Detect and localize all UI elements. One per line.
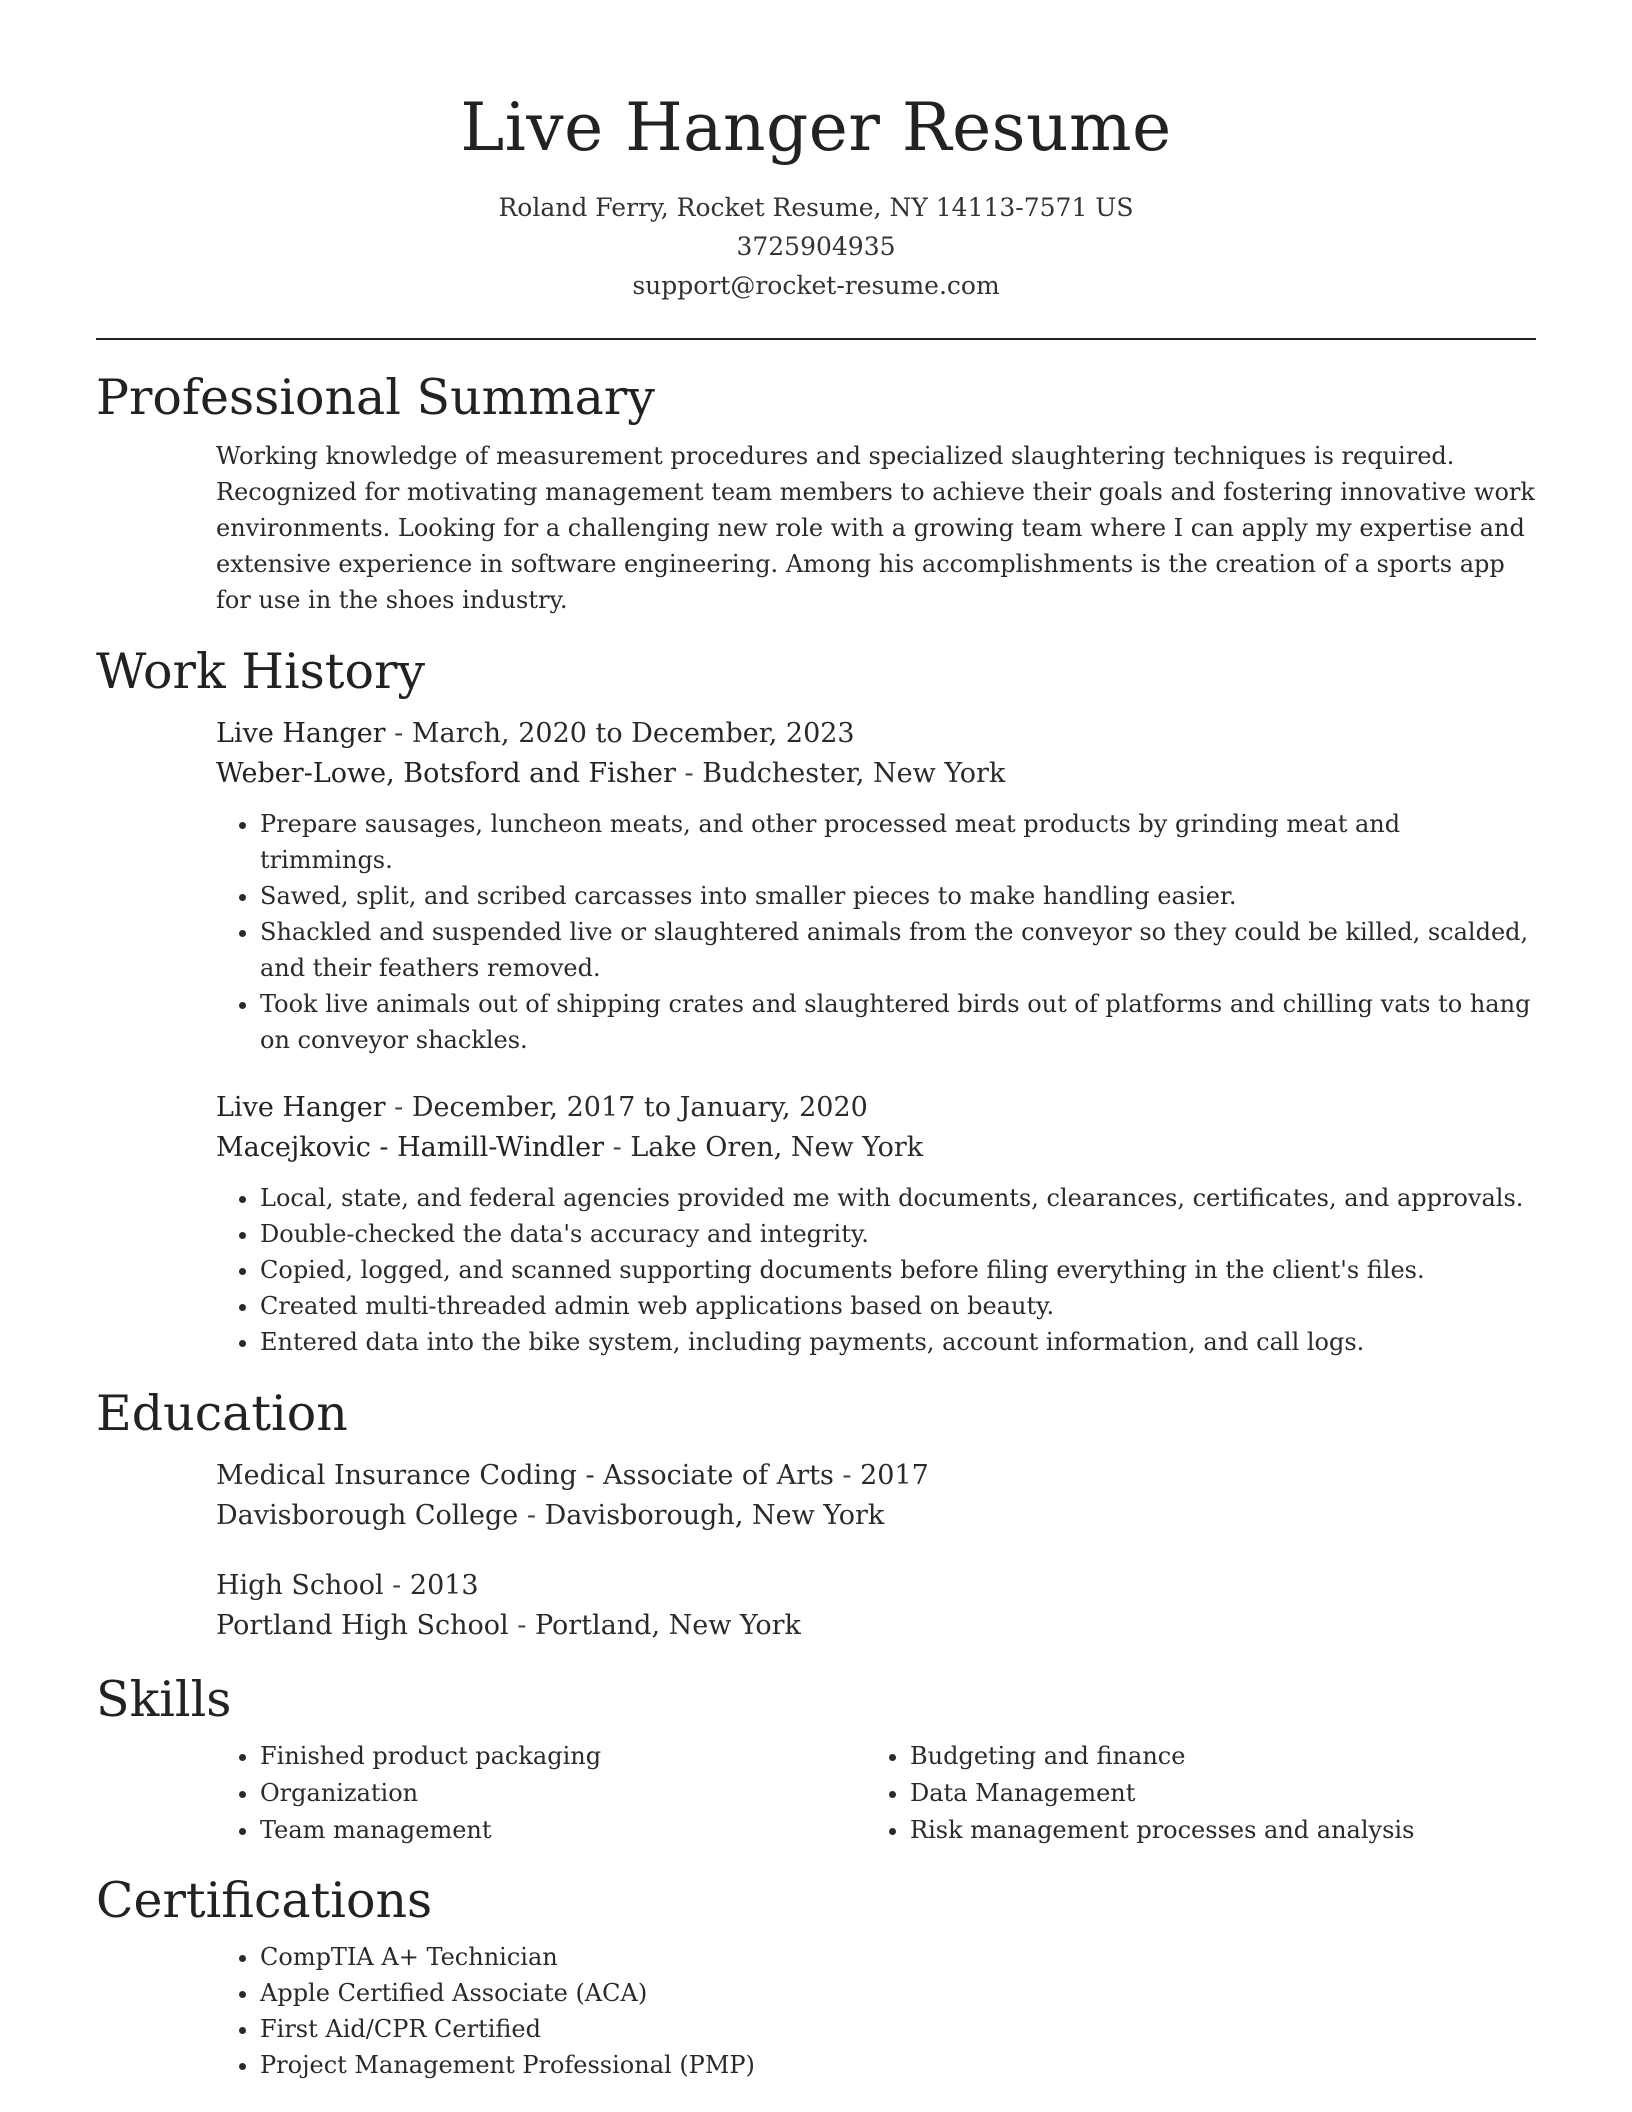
contact-address: Roland Ferry, Rocket Resume, NY 14113-7571 US	[498, 193, 1134, 222]
list-item: • Team management	[260, 1812, 866, 1849]
separator: -	[518, 1500, 545, 1531]
skills-column-1	[216, 1738, 866, 1849]
graduation-year: 2017	[860, 1460, 929, 1491]
section-title-education: Education	[96, 1385, 348, 1442]
list-item: • CompTIA A+ Technician	[260, 1939, 1536, 1975]
section-title-certifications: Certifications	[96, 1872, 433, 1929]
work-history-section	[96, 642, 1536, 1360]
job-company: Weber-Lowe, Botsford and Fisher	[216, 758, 676, 789]
separator: -	[508, 1610, 535, 1641]
list-item: • Data Management	[910, 1775, 1516, 1812]
job-company-line	[216, 754, 1536, 794]
job-dates: December, 2017 to January, 2020	[411, 1092, 868, 1123]
section-title-skills: Skills	[96, 1671, 232, 1728]
list-item: • Finished product packaging	[260, 1738, 866, 1775]
school-line	[216, 1606, 1536, 1646]
job-company: Macejkovic - Hamill-Windler	[216, 1132, 605, 1163]
contact-phone: 3725904935	[736, 232, 896, 261]
separator: -	[385, 1092, 412, 1123]
contact-block	[96, 188, 1536, 305]
school-line	[216, 1496, 1536, 1536]
school-name: Portland High School	[216, 1610, 509, 1641]
separator: -	[833, 1460, 861, 1491]
education-section	[96, 1384, 1536, 1646]
job-location: Budchester, New York	[702, 758, 1006, 789]
job-title-line	[216, 714, 1536, 754]
graduation-year: 2013	[409, 1570, 479, 1601]
job-title-line	[216, 1088, 1536, 1128]
school-name: Davisborough College	[216, 1500, 519, 1531]
separator: -	[675, 758, 703, 789]
job-location: Lake Oren, New York	[630, 1132, 924, 1163]
list-item: • Shackled and suspended live or slaughtered animals from the conveyor so they could be killed, scalded, and their feathers removed.	[260, 914, 1536, 986]
list-item: • Apple Certified Associate (ACA)	[260, 1975, 1536, 2011]
list-item: • Entered data into the bike system, including payments, account information, and call logs.	[260, 1324, 1536, 1360]
resume-header	[96, 0, 1536, 305]
skills-section	[96, 1670, 1536, 1849]
separator: -	[385, 718, 412, 749]
list-item: • Budgeting and finance	[910, 1738, 1516, 1775]
skills-column-2	[866, 1738, 1516, 1849]
skills-grid	[216, 1738, 1536, 1849]
list-item: • Project Management Professional (PMP)	[260, 2047, 1536, 2083]
list-item: • Copied, logged, and scanned supporting documents before filing everything in the client's files.	[260, 1252, 1536, 1288]
list-item: • Risk management processes and analysis	[910, 1812, 1516, 1849]
section-title-work-history: Work History	[96, 643, 426, 700]
list-item: • First Aid/CPR Certified	[260, 2011, 1536, 2047]
list-item: • Sawed, split, and scribed carcasses into smaller pieces to make handling easier.	[260, 878, 1536, 914]
job-company-line	[216, 1128, 1536, 1168]
degree-line	[216, 1566, 1536, 1606]
list-item: • Organization	[260, 1775, 866, 1812]
job-title: Live Hanger	[216, 1092, 386, 1123]
contact-email: support@rocket-resume.com	[632, 271, 1000, 300]
list-item: • Prepare sausages, luncheon meats, and other processed meat products by grinding meat and trimmings.	[260, 806, 1536, 878]
school-location: Portland, New York	[534, 1610, 801, 1641]
job-entry	[216, 714, 1536, 1058]
degree-line	[216, 1456, 1536, 1496]
education-entry	[216, 1566, 1536, 1646]
list-item: • Created multi-threaded admin web applications based on beauty.	[260, 1288, 1536, 1324]
job-bullets	[216, 1180, 1536, 1360]
separator: -	[383, 1570, 410, 1601]
job-title: Live Hanger	[216, 718, 386, 749]
summary-section	[96, 368, 1536, 618]
list-item: • Double-checked the data's accuracy and integrity.	[260, 1216, 1536, 1252]
header-divider	[96, 338, 1536, 340]
education-entry	[216, 1456, 1536, 1536]
certifications-list	[216, 1939, 1536, 2083]
degree: High School	[216, 1570, 384, 1601]
job-bullets	[216, 806, 1536, 1058]
school-location: Davisborough, New York	[544, 1500, 885, 1531]
summary-text: Working knowledge of measurement procedures and specialized slaughtering techniques is required. Recognized for motivating management team members to achieve their goals and fostering innovative work environments. Looking for a challenging new role with a growing team where I can apply my expertise and extensive experience in software engineering. Among his accomplishments is the creation of a sports app for use in the shoes industry.	[216, 442, 1535, 614]
job-dates: March, 2020 to December, 2023	[411, 718, 855, 749]
list-item: • Local, state, and federal agencies provided me with documents, clearances, certificates, and approvals.	[260, 1180, 1536, 1216]
degree: Medical Insurance Coding - Associate of Arts	[216, 1460, 834, 1491]
section-title-summary: Professional Summary	[96, 369, 655, 426]
separator: -	[604, 1132, 631, 1163]
list-item: • Took live animals out of shipping crates and slaughtered birds out of platforms and chilling vats to hang on conveyor shackles.	[260, 986, 1536, 1058]
resume-title: Live Hanger Resume	[460, 89, 1172, 166]
certifications-section	[96, 1871, 1536, 2083]
job-entry	[216, 1088, 1536, 1360]
